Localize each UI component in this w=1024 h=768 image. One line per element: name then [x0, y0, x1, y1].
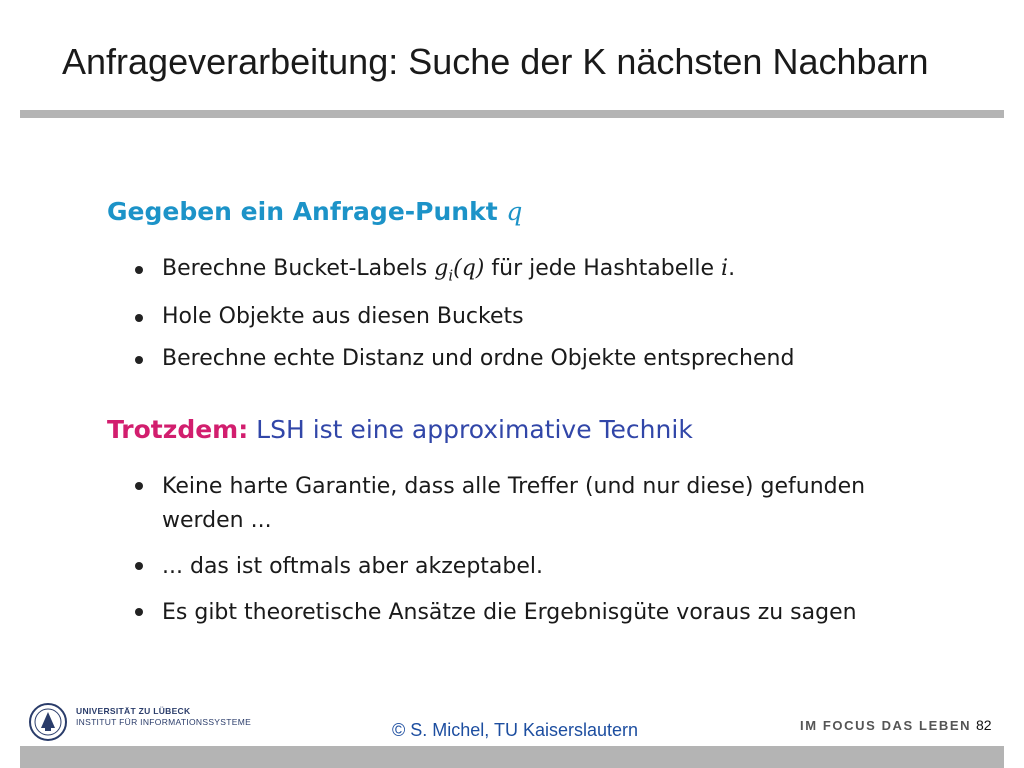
- list-item: Hole Objekte aus diesen Buckets: [132, 302, 794, 332]
- title-divider: [20, 110, 1004, 118]
- bullet-text-end: .: [728, 256, 736, 281]
- heading-text: Gegeben ein Anfrage-Punkt: [107, 197, 498, 226]
- logo-wordmark: [76, 706, 251, 728]
- author-credit: © S. Michel, TU Kaiserslautern: [392, 720, 639, 740]
- institute-name: INSTITUT FÜR INFORMATIONSSYSTEME: [76, 717, 252, 727]
- list-item: Es gibt theoretische Ansätze die Ergebnisgüte voraus zu sagen: [132, 596, 932, 630]
- heading-statement: LSH ist eine approximative Technik: [256, 415, 693, 444]
- university-slogan: IM FOCUS DAS LEBEN: [800, 718, 972, 733]
- list-item: [132, 254, 794, 290]
- bullet-text-pre: Berechne Bucket-Labels: [162, 256, 435, 281]
- slide-title: Anfrageverarbeitung: Suche der K nächsten Nachbarn: [62, 41, 929, 82]
- math-subscript: i: [448, 266, 454, 285]
- limitations-list: [132, 470, 932, 642]
- university-name: UNIVERSITÄT ZU LÜBECK: [76, 706, 191, 716]
- section-heading-nevertheless: [107, 414, 693, 446]
- university-seal-icon: [28, 700, 68, 744]
- list-item: ... das ist oftmals aber akzeptabel.: [132, 550, 932, 584]
- footer-bar: [20, 746, 1004, 768]
- query-steps-list: [132, 254, 794, 386]
- university-logo: [28, 700, 252, 746]
- math-argument: (q): [453, 256, 485, 281]
- math-index: i: [721, 256, 729, 281]
- section-heading-query-point: [107, 196, 522, 228]
- math-function: g: [434, 256, 449, 281]
- emphasis-label: Trotzdem:: [107, 415, 249, 444]
- bullet-text-post: für jede Hashtabelle: [484, 256, 722, 281]
- page-number: 82: [976, 717, 992, 733]
- list-item: Berechne echte Distanz und ordne Objekte entsprechend: [132, 344, 794, 374]
- heading-variable: q: [506, 197, 523, 226]
- list-item: Keine harte Garantie, dass alle Treffer (und nur diese) gefunden werden ...: [132, 470, 932, 538]
